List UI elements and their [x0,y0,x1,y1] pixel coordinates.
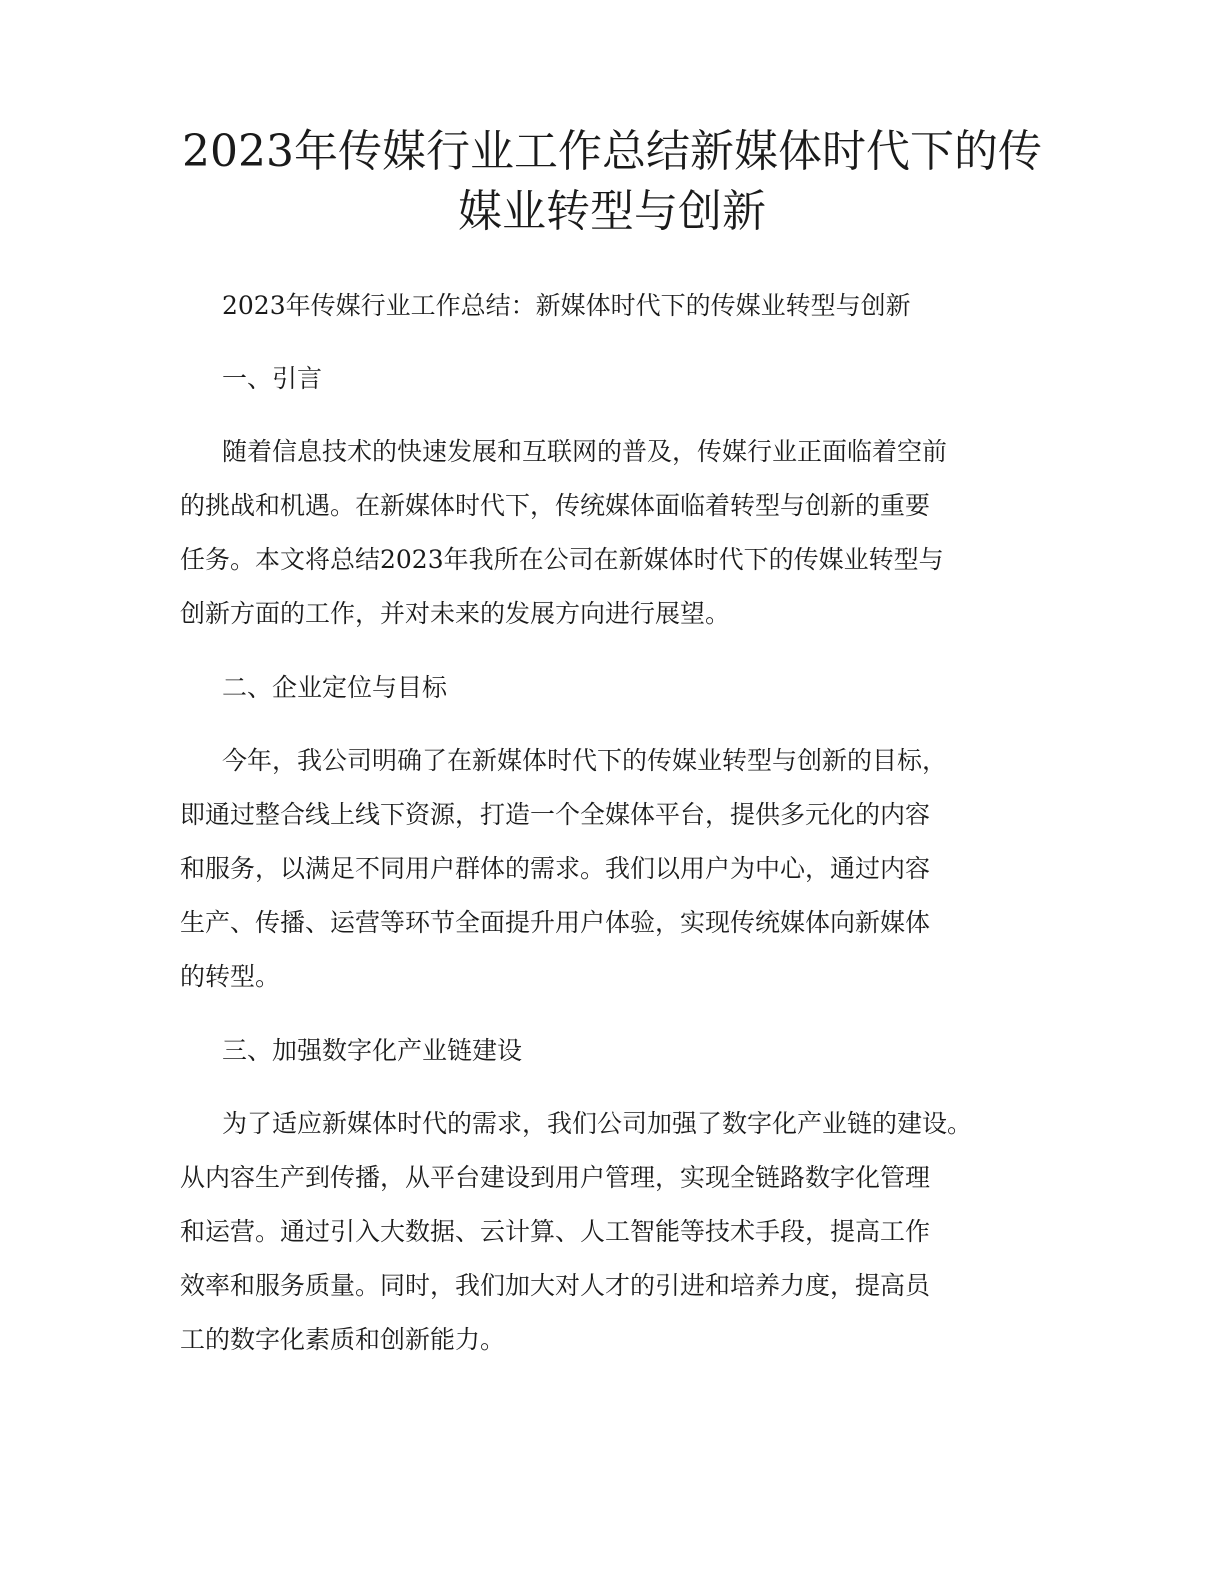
body-line: 工的数字化素质和创新能力。 [180,1325,506,1354]
body-line: 的转型。 [180,962,281,991]
body-line: 和服务，以满足不同用户群体的需求。我们以用户为中心，通过内容 [180,854,931,883]
body-line: 和运营。通过引入大数据、云计算、人工智能等技术手段，提高工作 [180,1217,931,1246]
body-line: 创新方面的工作，并对未来的发展方向进行展望。 [180,599,731,628]
document-title [150,122,1074,242]
title-line-1: 2023年传媒行业工作总结新媒体时代下的传 [182,126,1042,177]
body-line: 生产、传播、运营等环节全面提升用户体验，实现传统媒体向新媒体 [180,908,931,937]
body-line: 任务。本文将总结2023年我所在公司在新媒体时代下的传媒业转型与 [180,545,944,574]
section-heading-digital: 三、加强数字化产业链建设 [222,1036,523,1065]
body-line: 效率和服务质量。同时，我们加大对人才的引进和培养力度，提高员 [180,1271,931,1300]
body-line: 的挑战和机遇。在新媒体时代下，传统媒体面临着转型与创新的重要 [180,491,931,520]
document-subtitle: 2023年传媒行业工作总结：新媒体时代下的传媒业转型与创新 [222,291,911,320]
body-line: 今年，我公司明确了在新媒体时代下的传媒业转型与创新的目标， [222,746,948,775]
section-heading-intro: 一、引言 [222,364,323,393]
section-heading-positioning: 二、企业定位与目标 [222,673,448,702]
section-body-digital [180,1097,1060,1367]
body-line: 即通过整合线上线下资源，打造一个全媒体平台，提供多元化的内容 [180,800,931,829]
body-line: 随着信息技术的快速发展和互联网的普及，传媒行业正面临着空前 [222,437,948,466]
body-line: 从内容生产到传播，从平台建设到用户管理，实现全链路数字化管理 [180,1163,931,1192]
title-line-2: 媒业转型与创新 [458,186,766,237]
body-line: 为了适应新媒体时代的需求，我们公司加强了数字化产业链的建设。 [222,1109,973,1138]
section-body-intro [180,425,1060,641]
section-body-positioning [180,734,1060,1004]
